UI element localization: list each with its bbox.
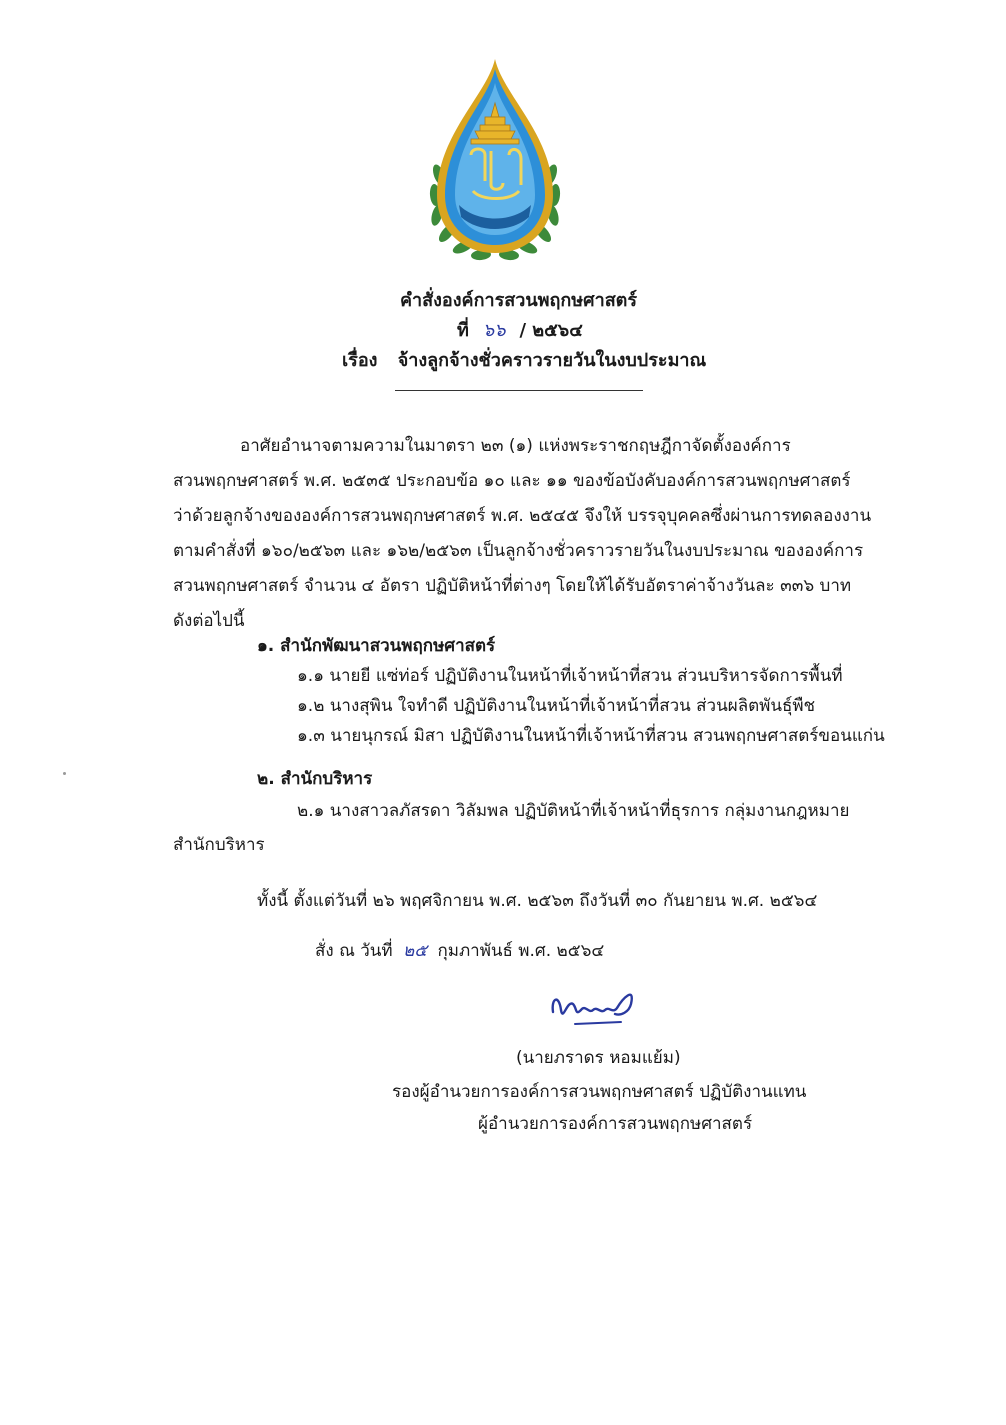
subject-label: เรื่อง <box>342 350 378 371</box>
order-date <box>315 937 604 964</box>
paragraph-line: สวนพฤกษศาสตร์ พ.ศ. ๒๕๓๕ ประกอบข้อ ๑๐ และ ๑๑ ของข้อบังคับองค์การสวนพฤกษศาสตร์ <box>173 471 851 491</box>
order-number-prefix: ที่ <box>457 320 469 341</box>
list-item: ๒.๑ นางสาวลภัสรดา วิลัมพล ปฏิบัติหน้าที่เจ้าหน้าที่ธุรการ กลุ่มงานกฎหมาย <box>297 801 850 821</box>
botanical-garden-emblem <box>425 55 565 265</box>
section-heading: ๒. สำนักบริหาร <box>257 769 373 789</box>
effective-period: ทั้งนี้ ตั้งแต่วันที่ ๒๖ พฤศจิกายน พ.ศ. ๒๕๖๓ ถึงวันที่ ๓๐ กันยายน พ.ศ. ๒๕๖๔ <box>257 891 818 911</box>
order-subject <box>342 345 706 374</box>
order-number-year: / ๒๕๖๔ <box>519 320 583 341</box>
order-title: คำสั่งองค์การสวนพฤกษศาสตร์ <box>400 290 638 311</box>
signatory-position: ผู้อำนวยการองค์การสวนพฤกษศาสตร์ <box>478 1114 753 1134</box>
paragraph-line: สวนพฤกษศาสตร์ จำนวน ๔ อัตรา ปฏิบัติหน้าที่ต่างๆ โดยให้ได้รับอัตราค่าจ้างวันละ ๓๓๖ บาท <box>173 576 852 596</box>
paragraph-line: ว่าด้วยลูกจ้างขององค์การสวนพฤกษศาสตร์ พ.ศ. ๒๕๔๕ จึงให้ บรรจุบุคคลซึ่งผ่านการทดลองงาน <box>173 506 872 526</box>
list-item: ๑.๓ นายนุกรณ์ มิสา ปฏิบัติงานในหน้าที่เจ้าหน้าที่สวน สวนพฤกษศาสตร์ขอนแก่น <box>297 726 885 746</box>
signatory-name: (นายภราดร หอมแย้ม) <box>516 1048 681 1068</box>
paragraph-line: อาศัยอำนาจตามความในมาตรา ๒๓ (๑) แห่งพระราชกฤษฎีกาจัดตั้งองค์การ <box>240 436 791 456</box>
subject-text: จ้างลูกจ้างชั่วคราวรายวันในงบประมาณ <box>397 350 707 371</box>
order-number <box>457 315 583 344</box>
header-divider <box>395 390 643 391</box>
list-item: ๑.๒ นางสุพิน ใจทำดี ปฏิบัติงานในหน้าที่เจ้าหน้าที่สวน ส่วนผลิตพันธุ์พืช <box>297 696 816 716</box>
order-date-prefix: สั่ง ณ วันที่ <box>315 941 393 961</box>
scan-speck <box>63 772 66 775</box>
signature <box>545 980 655 1030</box>
paragraph-line: ตามคำสั่งที่ ๑๖๐/๒๕๖๓ และ ๑๖๒/๒๕๖๓ เป็นลูกจ้างชั่วคราวรายวันในงบประมาณ ขององค์การ <box>173 541 864 561</box>
list-item-continuation: สำนักบริหาร <box>173 835 265 855</box>
order-date-suffix: กุมภาพันธ์ พ.ศ. ๒๕๖๔ <box>437 941 605 961</box>
paragraph-line: ดังต่อไปนี้ <box>173 611 245 631</box>
signatory-position: รองผู้อำนวยการองค์การสวนพฤกษศาสตร์ ปฏิบัติงานแทน <box>392 1082 807 1102</box>
order-date-day-handwritten: ๒๕ <box>403 941 428 961</box>
order-number-handwritten: ๖๖ <box>482 320 506 341</box>
list-item: ๑.๑ นายยี แซ่ท่อร์ ปฏิบัติงานในหน้าที่เจ้าหน้าที่สวน ส่วนบริหารจัดการพื้นที่ <box>297 666 843 686</box>
section-heading: ๑. สำนักพัฒนาสวนพฤกษศาสตร์ <box>257 636 496 656</box>
